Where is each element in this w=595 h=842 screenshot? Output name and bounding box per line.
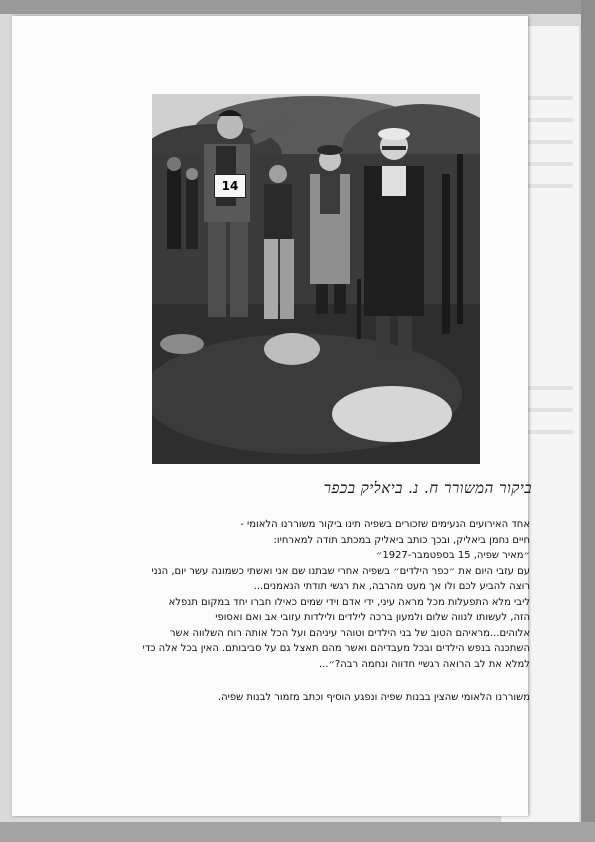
ghost-text-line xyxy=(527,386,573,390)
photo-illustration xyxy=(152,94,480,464)
paragraph-line: למלא את לב הרואה רגשיי חדווה ונחמה רבה?״... xyxy=(318,658,530,670)
paragraph-line: השתכנה בנפש הילדים ובכל מעבדיהם ואשר מהם תאצל גם על סביבותם. האין בכל אלה כדי xyxy=(142,643,530,654)
paragraph-line: אחד האירועים הנעימים שזכורים בשפיה תינו ביקור משוררנו הלאומי - xyxy=(240,519,530,530)
body-text xyxy=(42,517,530,706)
paragraph-line: ליבי מלא התפעלות מכל מראה עיני, ידי אדם וידי שמים כאילו חברו יחד במקום תנפלא xyxy=(168,596,530,608)
photo-caption: ביקור המשורר ח. נ. ביאליק בכפר xyxy=(323,479,532,497)
number-card: 14 xyxy=(214,174,246,198)
ghost-text-line xyxy=(527,162,573,166)
ghost-text-line xyxy=(527,140,573,144)
ghost-text-line xyxy=(527,184,573,188)
paragraph-line: הזה, לעשותו לנווה שלום ולמעון ברכה לילדים ולילדות עזובי אב ואם ואסופי xyxy=(215,612,530,623)
historical-photo xyxy=(152,94,480,464)
ghost-text-line xyxy=(527,408,573,412)
scan-right-edge xyxy=(581,0,595,842)
paragraph-line: רוצה להביע לכם ולו אך מעט מהרבה, את רגשי תודתי הנאמנים... xyxy=(253,581,530,592)
closing-line: משוררנו הלאומי שהצין בבנות שפיה ונפגע הוסיף וכתב מזמור לבנות שפיה. xyxy=(217,692,530,703)
paragraph-line: עם עזבי היום את ״כפר הילדים״ בשפיה אחרי שבתנו שם אני ואשתי כשמונה עשר יום, הנני xyxy=(151,565,530,577)
scan-top-border xyxy=(0,0,595,14)
paragraph-line: חיים נחמן ביאליק, ובכך כותב ביאליק במכתב תודה למארחיו: xyxy=(273,534,530,546)
book-page xyxy=(12,16,532,816)
ghost-text-line xyxy=(527,430,573,434)
paragraph-line: אלוהים...מראיהם הטוב של בני הילדים וטוהר עיניהם ועל הכל אותה רוח השלווה אשר xyxy=(169,627,530,639)
scan-bottom-border xyxy=(0,822,595,842)
ghost-text-line xyxy=(527,118,573,122)
paragraph-line: ״מאיר שפיה, 15 בספטמבר-1927״ xyxy=(375,550,530,561)
ghost-text-line xyxy=(527,96,573,100)
